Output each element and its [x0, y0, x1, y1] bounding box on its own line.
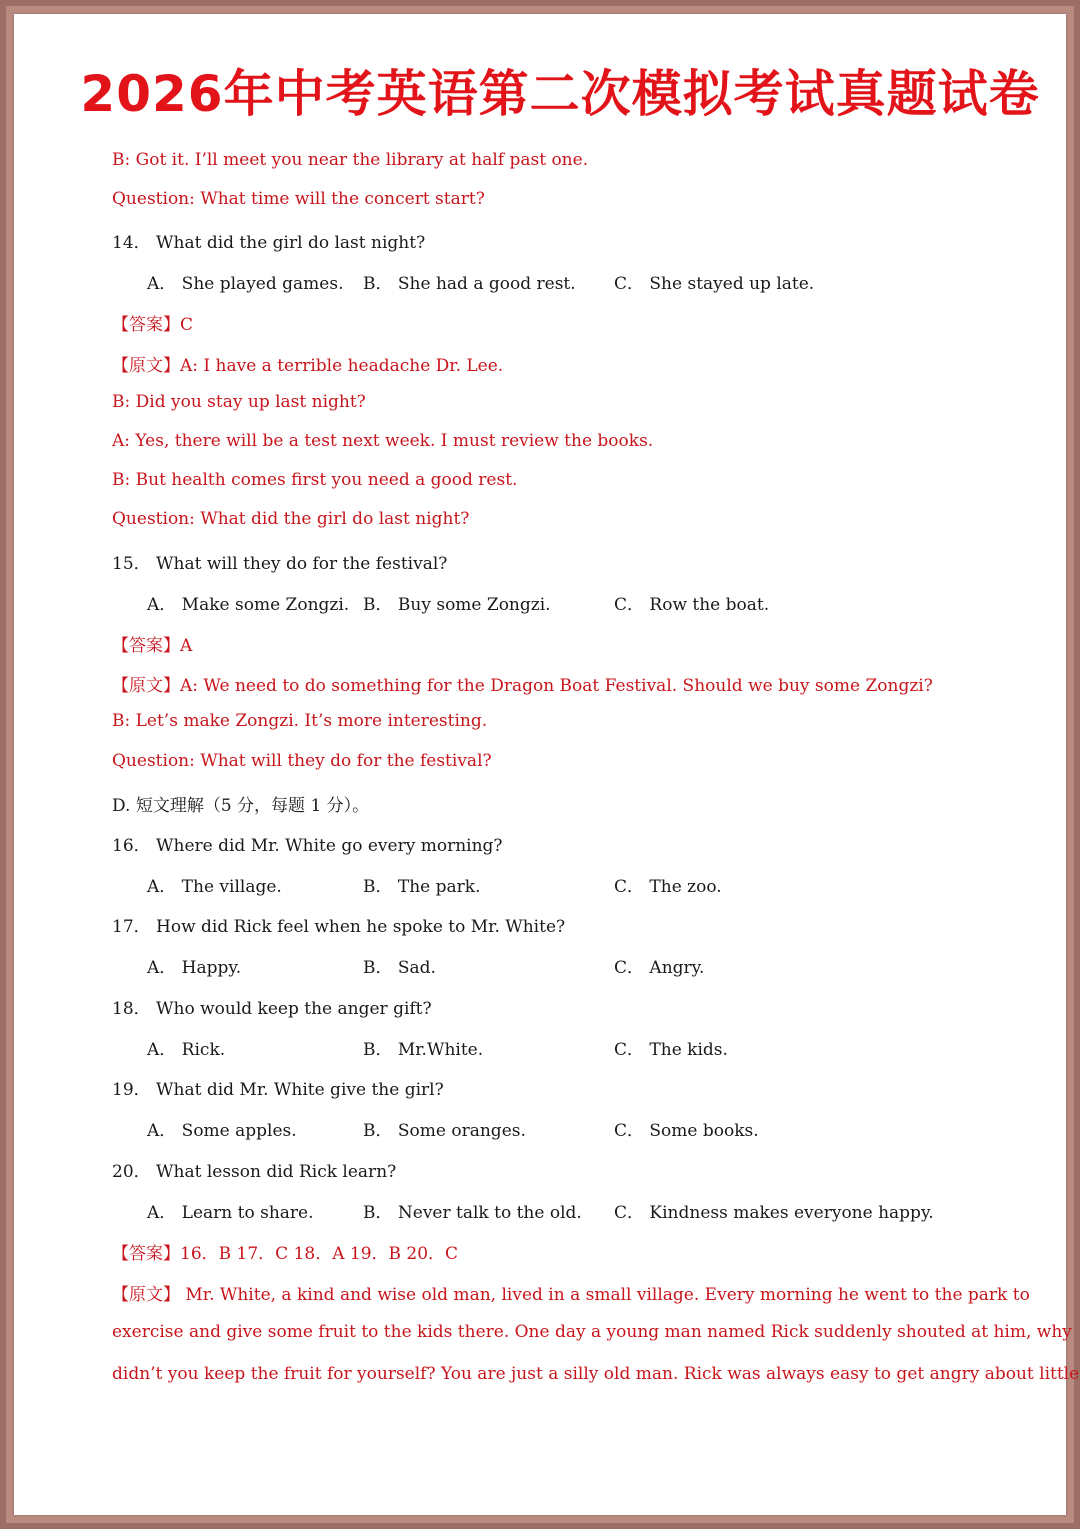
option-a: A． Make some Zongzi.	[147, 595, 350, 615]
answer-text-line: A: Yes, there will be a test next week. I must review the books.	[112, 431, 654, 451]
answer-text-line: B: Did you stay up last night?	[112, 392, 366, 412]
option-a: A． Learn to share.	[147, 1203, 314, 1223]
answer-text-line: Question: What did the girl do last night?	[112, 509, 470, 529]
option-a: A． Happy.	[147, 958, 242, 978]
option-a: A． She played games.	[147, 274, 344, 294]
answer-text-line: 【答案】16．B 17．C 18．A 19．B 20．C	[112, 1244, 459, 1264]
question-line: 14． What did the girl do last night?	[112, 233, 426, 253]
option-c: C． The zoo.	[614, 877, 722, 897]
answer-text-line: exercise and give some fruit to the kids there. One day a young man named Rick suddenly shouted at him, why	[112, 1322, 1072, 1342]
question-line: 18． Who would keep the anger gift?	[112, 999, 432, 1019]
option-a: A． The village.	[147, 877, 282, 897]
option-b: B． Buy some Zongzi.	[363, 595, 551, 615]
exam-paper	[14, 14, 1080, 1515]
question-line: 19． What did Mr. White give the girl?	[112, 1080, 444, 1100]
option-a: A． Some apples.	[147, 1121, 297, 1141]
answer-text-line: Question: What time will the concert start?	[112, 189, 485, 209]
option-c: C． The kids.	[614, 1040, 728, 1060]
answer-text-line: Question: What will they do for the festival?	[112, 751, 492, 771]
option-c: C． Angry.	[614, 958, 705, 978]
answer-text-line: 【原文】A: I have a terrible headache Dr. Lee.	[112, 356, 504, 376]
option-b: B． The park.	[363, 877, 481, 897]
option-b: B． Mr.White.	[363, 1040, 484, 1060]
paper-title: 2026年中考英语第二次模拟考试真题试卷	[80, 65, 1040, 123]
answer-text-line: 【答案】C	[112, 315, 194, 335]
answer-text-line: B: Got it. I’ll meet you near the library at half past one.	[112, 150, 589, 170]
option-c: C． Some books.	[614, 1121, 759, 1141]
option-b: B． She had a good rest.	[363, 274, 576, 294]
option-b: B． Some oranges.	[363, 1121, 526, 1141]
question-line: 16． Where did Mr. White go every morning?	[112, 836, 503, 856]
question-line: 17． How did Rick feel when he spoke to Mr. White?	[112, 917, 566, 937]
option-c: C． She stayed up late.	[614, 274, 815, 294]
option-a: A． Rick.	[147, 1040, 226, 1060]
answer-text-line: B: Let’s make Zongzi. It’s more interesting.	[112, 711, 488, 731]
option-c: C． Kindness makes everyone happy.	[614, 1203, 934, 1223]
question-line: D. 短文理解（5 分，每题 1 分）。	[112, 796, 370, 816]
answer-text-line: 【答案】A	[112, 636, 193, 656]
question-line: 20． What lesson did Rick learn?	[112, 1162, 397, 1182]
answer-text-line: B: But health comes first you need a good rest.	[112, 470, 518, 490]
option-c: C． Row the boat.	[614, 595, 770, 615]
option-b: B． Never talk to the old.	[363, 1203, 582, 1223]
answer-text-line: didn’t you keep the fruit for yourself? You are just a silly old man. Rick was always easy to get angry about little	[112, 1364, 1080, 1384]
question-line: 15． What will they do for the festival?	[112, 554, 448, 574]
answer-text-line: 【原文】 Mr. White, a kind and wise old man, lived in a small village. Every morning he went to the park to	[112, 1285, 1030, 1305]
option-b: B． Sad.	[363, 958, 436, 978]
answer-text-line: 【原文】A: We need to do something for the Dragon Boat Festival. Should we buy some Zongzi?	[112, 676, 933, 696]
